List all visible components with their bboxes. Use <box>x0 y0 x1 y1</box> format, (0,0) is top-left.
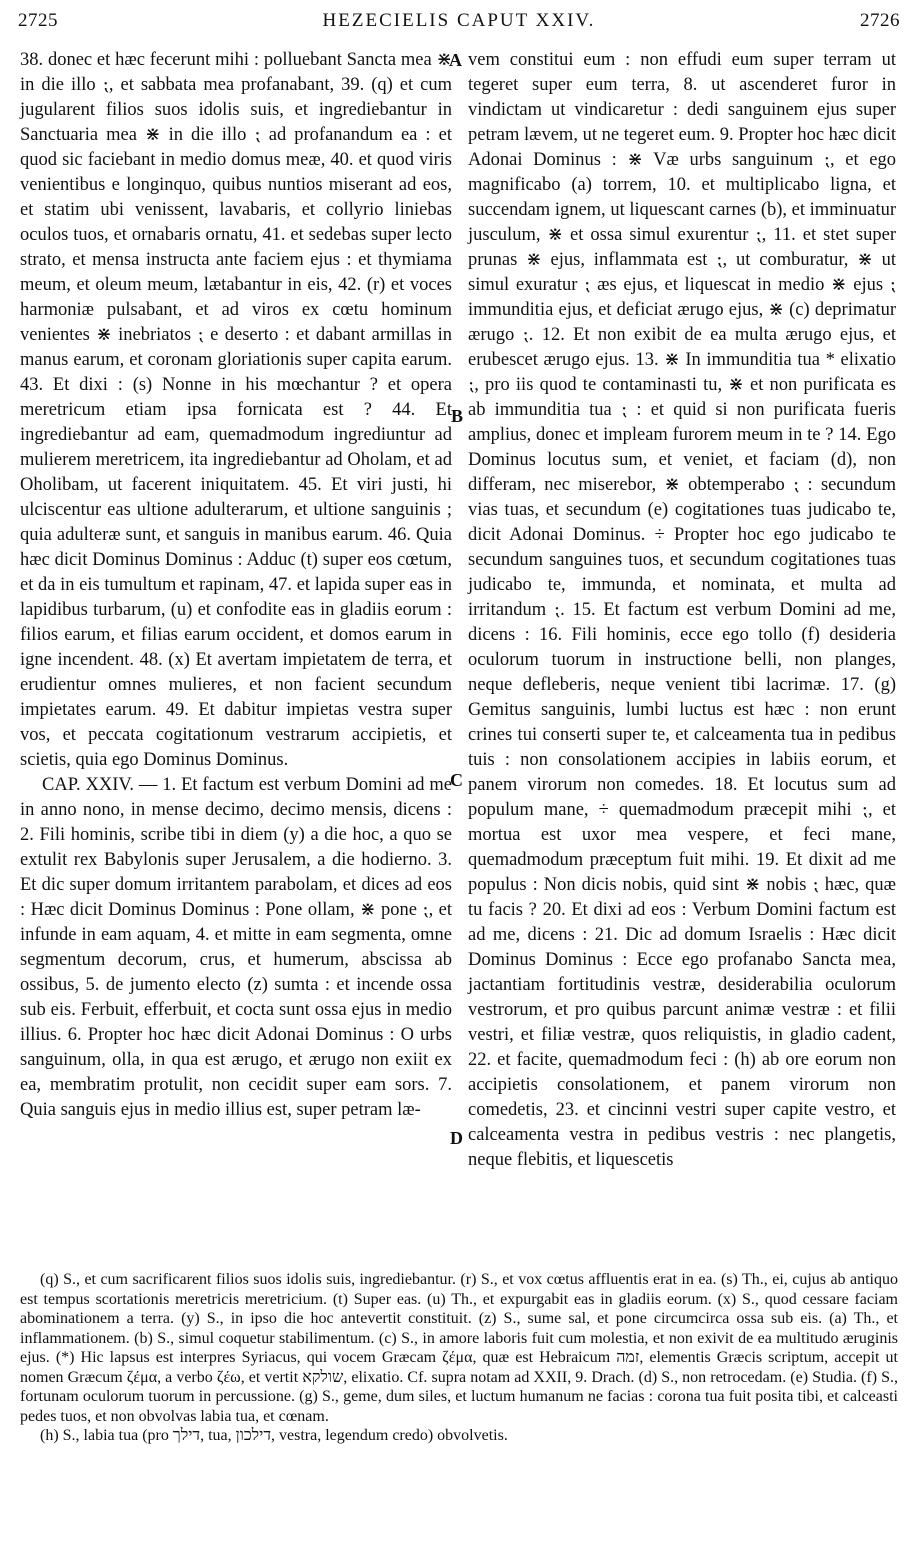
footnotes <box>20 1270 898 1446</box>
margin-letter-c: C <box>450 770 463 790</box>
running-head <box>18 6 900 36</box>
margin-letter-b: B <box>451 406 464 426</box>
chapter-24-opening-paragraph: CAP. XXIV. — 1. Et factum est verbum Domini ad me in anno nono, in mense decimo, decimo mensis, dicens : 2. Fili hominis, scribe tibi in diem (y) a die hoc, a quo se extulit rex Babylonis super Jerusalem, a die hodierno. 3. Et dic super domum irritantem parabolam, et dices ad eos : Hæc dicit Dominus Dominus : Pone ollam, ⋇ pone ⁏, et infunde in eam aquam, 4. et mitte in eam segmenta, omne segmentum decorum, crus, et humerum, abscissa ab ossibus, 5. de jumento electo (z) sumta : et incende ossa sub eis. Ferbuit, efferbuit, et cocta sunt ossa ejus in medio illius. 6. Propter hoc hæc dicit Adonai Dominus : O urbs sanguinum, olla, in qua est ærugo, et ærugo non exiit ex ea, membratim protulit, non cecidit super eam sors. 7. Quia sanguis ejus in medio illius est, super petram læ- <box>20 775 452 1120</box>
footnotes-block: (q) S., et cum sacrificarent filios suos idolis suis, ingrediebantur. (r) S., et vox cœtus affluentis erat in ea. (s) Th., ei, cujus ab antiquo est tempus scortationis meretricis meretricium. (t) Super eas. (u) Th., et expurgabit eas in gladiis eorum. (x) S., quod cessare faciam abominationem a terra. (y) S., in ipso die hoc antevertit constituit. (z) S., sume sal, et pone circumcirca ossa sub eis. (a) Th., et inflammationem. (b) S., simul coquetur stabilimentum. (c) S., in amore laboris fuit cum molestia, et non exivit de ea multitudo æruginis ejus. (*) Hic lapsus est interpres Syriacus, qui vocem Græcam ζέμα, quæ est Hebraicum זמה, elementis Græcis scriptum, accepit ut nomen Græcum ζέμα, a verbo ζέω, et vertit שולקא, elixatio. Cf. supra notam ad XXII, 9. Drach. (d) S., non retrocedam. (e) Studia. (f) S., fortunam oculorum tuorum in percussione. (g) S., geme, dum siles, et luctum humanum ne facias : corona tua fuit posita tibi, et calceasti pedes tuos, et non obvolvas labia tua, et cœnam. <box>20 1271 899 1425</box>
left-column-paragraph-1: 38. donec et hæc fecerunt mihi : polluebant Sancta mea ⋇ in die illo ⁏, et sabbata mea profanabant, 39. (q) et cum jugularent filios suos idolis suis, et ingrediebantur in Sanctuaria mea ⋇ in die illo ⁏ ad profanandum ea : et quod sic faciebant in medio domus meæ, 40. et quod viris venientibus e longinquo, quibus nuntios miserant ad eos, et statim ubi venissent, lavabaris, et collyrio liniebas oculos tuos, et ornabaris ornatu, 41. et sedebas super lecto strato, et mensa instructa ante faciem ejus : et thymiama meum, et oleum meum, lætabantur in eis, 42. (r) et voces harmoniæ pulsabant, et ad viros ex cœtu hominum venientes ⋇ inebriatos ⁏ e deserto : et dabant armillas in manus earum, et coronam gloriationis super capita earum. 43. Et dixi : (s) Nonne in his mœchantur ? et opera meretricum etiam ipsa fornicata est ? 44. Et ingrediebantur ad eam, quemadmodum ingrediuntur ad mulierem meretricem, ita ingrediebantur ad Oholam, et ad Oholibam, ut facerent iniquitatem. 45. Et viri justi, hi ulciscentur eas ultione adulterarum, et ultione sanguinis ; quia adulteræ sunt, et sanguis in manibus earum. 46. Quia hæc dicit Dominus Dominus : Adduc (t) super eos cœtum, et da in eis tumultum et rapinam, 47. et lapida super eas in lapidibus turbarum, (u) et confodite eas in gladiis eorum : filios earum, et filias earum occident, et domos earum in igne incendent. 48. (x) Et avertam impietatem de terra, et erudientur omnes mulieres, et non facient secundum impietates earum. 49. Et dabitur impietas vestra super vos, et peccata cogitationum vestrarum accipietis, et scietis, quia ego Dominus Dominus. <box>20 50 452 770</box>
page-title: HEZECIELIS CAPUT XXIV. <box>322 10 596 31</box>
footnote-h: (h) S., labia tua (pro דילך, tua, דילכון, vestra, legendum credo) obvolvetis. <box>40 1427 508 1444</box>
page-number-left: 2725 <box>18 10 58 31</box>
margin-letter-a: A <box>449 50 462 70</box>
right-column-paragraph: vem constitui eum : non effudi eum super terram ut tegeret super eum terra, 8. ut ascenderet furor in vindictam ut vindicaretur : dedi sanguinem ejus super petram lævem, ut ne tegeret eum. 9. Propter hoc hæc dicit Adonai Dominus : ⋇ Væ urbs sanguinum ⁏, et ego magnificabo (a) torrem, 10. et multiplicabo ligna, et succendam ignem, ut liquescant carnes (b), et imminuatur jusculum, ⋇ et ossa simul exurentur ⁏, 11. et stet super prunas ⋇ ejus, inflammata est ⁏, ut comburatur, ⋇ ut simul exuratur ⁏ æs ejus, et liquescat in medio ⋇ ejus ⁏ immunditia ejus, et deficiat ærugo ejus, ⋇ (c) deprimatur ærugo ⁏. 12. Et non exibit de ea multa ærugo ejus, et erubescet ærugo ejus. 13. ⋇ In immunditia tua * elixatio ⁏, pro iis quod te contaminasti tu, ⋇ et non purificata es ab immunditia tua ⁏ : et quid si non purificata fueris amplius, donec et impleam furorem meum in te ? 14. Ego Dominus locutus sum, et veniet, et faciam (d), non differam, nec miserebor, ⋇ obtemperabo ⁏ : secundum vias tuas, et secundum (e) cogitationes tuas judicabo te, dicit Adonai Dominus. ÷ Propter hoc ego judicabo te secundum sanguines tuos, et secundum cogitationes tuas judicabo te, immunda, et nominata, et multa ad irritandum ⁏. 15. Et factum est verbum Domini ad me, dicens : 16. Fili hominis, ecce ego tollo (f) desideria oculorum tuorum in instructione belli, non planges, neque defleberis, neque venient tibi lacrimæ. 17. (g) Gemitus sanguinis, lumbi luctus est hæc : non erunt crines tui conserti super te, et calceamenta tua in pedibus tuis : non consolationem accipies in labiis eorum, et panem virorum non comedes. 18. Et locutus sum ad populum mane, ÷ quemadmodum præcepit mihi ⁏, et mortua est uxor mea vespere, et feci mane, quemadmodum præceptum fuit mihi. 19. Et dixit ad me populus : Non dicis nobis, quid sint ⋇ nobis ⁏ hæc, quæ tu facis ? 20. Et dixi ad eos : Verbum Domini factum est ad me, dicens : 21. Dic ad domum Israelis : Hæc dicit Dominus Dominus : Ecce ego profanabo Sancta mea, jactantiam fortitudinis vestræ, desiderabilia oculorum vestrorum, et pro quibus parcunt animæ vestræ : et filii vestri, et filiæ vestræ, quos reliquistis, in gladio cadent, 22. et facite, quemadmodum feci : (h) ab ore eorum non accipietis consolationem, et panem virorum non comedetis, 23. et cincinni vestri super capite vestro, et calceamenta vestra in pedibus vestris : nec plangetis, neque flebitis, et liquescetis <box>468 50 896 1170</box>
page-number-right: 2726 <box>860 10 900 31</box>
right-column <box>468 48 896 1173</box>
left-column <box>20 48 452 1123</box>
margin-letter-d: D <box>450 1128 463 1148</box>
